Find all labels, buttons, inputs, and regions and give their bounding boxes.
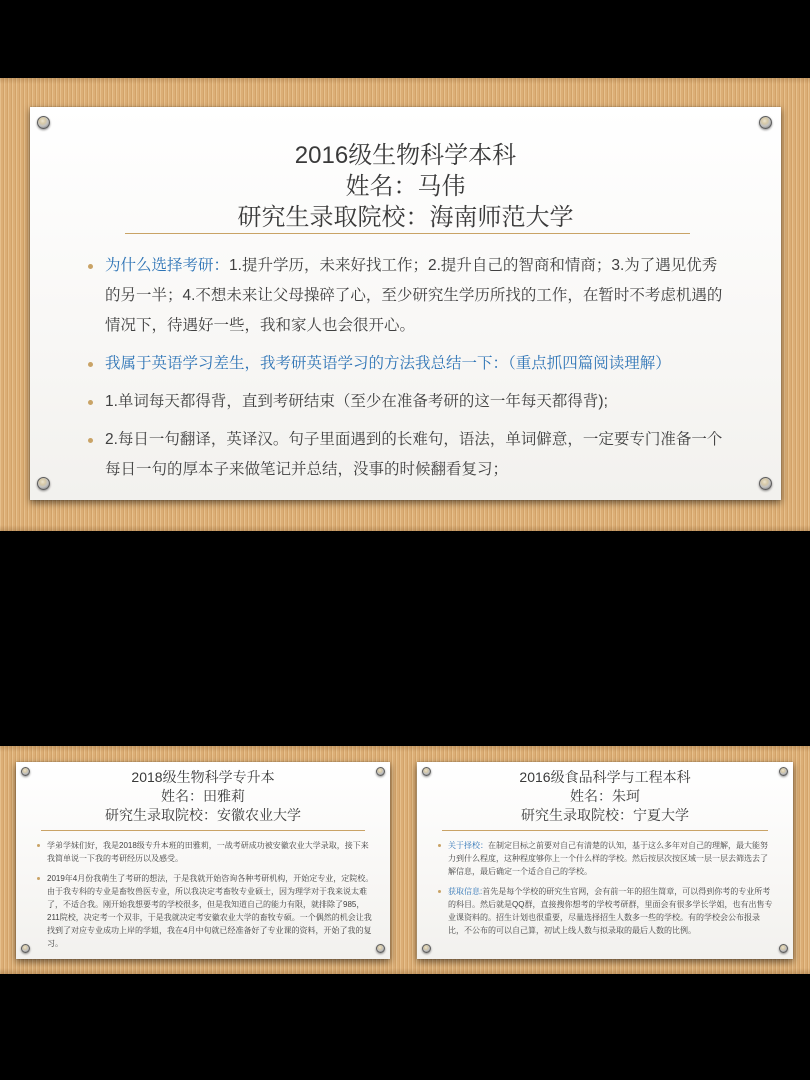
slide-title-line: 2016级生物科学本科 bbox=[294, 142, 517, 169]
push-pin-icon bbox=[376, 944, 385, 953]
slide-paper-mini-left bbox=[16, 762, 390, 959]
bullet-lead-text: 关于择校： bbox=[448, 841, 488, 850]
slide-title-line: 2018级生物科学专升本 bbox=[131, 769, 275, 785]
push-pin-icon bbox=[422, 944, 431, 953]
bullet-item bbox=[85, 387, 725, 417]
slide-title-line: 姓名：朱珂 bbox=[570, 788, 640, 804]
slide-title bbox=[30, 140, 781, 233]
cork-board-top bbox=[0, 78, 810, 531]
bullet-body-text: 首先是每个学校的研究生官网，会有前一年的招生简章，可以得到你考的专业所考的科目。然后就是QQ群，直接搜你想考的学校考研群，里面会有很多学长学姐，也有出售专业课资料的。招生计划也很重要，尽量选择招生人数多一些的学校。有的学校会公布报录比，不公布的可以自己算，初试上线人数与拟录取的最后人数的比例。 bbox=[448, 887, 773, 935]
bullet-item bbox=[34, 872, 374, 950]
bullet-icon bbox=[88, 400, 93, 405]
bullet-body-text: 学弟学妹们好，我是2018级专升本班的田雅莉，一战考研成功被安徽农业大学录取，接下来我简单说一下我的考研经历以及感受。 bbox=[47, 841, 369, 863]
title-divider bbox=[41, 830, 365, 831]
bullet-icon bbox=[37, 844, 40, 847]
bullet-list bbox=[34, 839, 374, 957]
bullet-icon bbox=[88, 362, 93, 367]
bullet-body-text: 在制定目标之前要对自己有清楚的认知，基于这么多年对自己的理解，最大能努力到什么程度，这种程度够你上一个什么样的学校。然后按层次按区域一层一层去筛选去了解信息，最后确定一个适合自己的学校。 bbox=[448, 841, 768, 876]
cork-board-bottom bbox=[0, 746, 810, 974]
bullet-item bbox=[435, 885, 775, 937]
bullet-item bbox=[85, 425, 725, 485]
push-pin-icon bbox=[37, 477, 50, 490]
bullet-body-text: 2019年4月份我萌生了考研的想法，于是我就开始咨询各种考研机构，开始定专业，定院校。由于我专科的专业是畜牧兽医专业，所以我决定考畜牧专业硕士，因为理学对于我来说太难了，不适合我。刚开始我想要考的学校很多，但是我知道自己的能力有限，就排除了985，211院校，决定考一个双非，于是我就决定考安徽农业大学的畜牧专硕。一个偶然的机会让我找到了对应专业成功上岸的学姐，我在4月中旬就已经准备好了专业课的资料，开始了我的复习。 bbox=[47, 874, 374, 948]
slide-paper-main bbox=[30, 107, 781, 500]
bullet-icon bbox=[88, 264, 93, 269]
bullet-item bbox=[85, 349, 725, 379]
bullet-item bbox=[85, 251, 725, 341]
bullet-body-text: 1.单词每天都得背，直到考研结束（至少在准备考研的这一年每天都得背); bbox=[105, 393, 608, 410]
slide-title-line: 研究生录取院校：安徽农业大学 bbox=[105, 807, 301, 823]
bullet-icon bbox=[88, 438, 93, 443]
bullet-body-text: 1.提升学历，未来好找工作；2.提升自己的智商和情商；3.为了遇见优秀的另一半；4.不想未来让父母操碎了心，至少研究生学历所找的工作，在暂时不考虑机遇的情况下，待遇好一些，我和家人也会很开心。 bbox=[105, 257, 723, 334]
push-pin-icon bbox=[779, 944, 788, 953]
slide-paper-mini-right bbox=[417, 762, 793, 959]
slide-title-line: 研究生录取院校：海南师范大学 bbox=[237, 204, 574, 231]
push-pin-icon bbox=[759, 116, 772, 129]
bullet-list bbox=[435, 839, 775, 944]
slide-title-line: 2016级食品科学与工程本科 bbox=[519, 769, 691, 785]
bullet-lead-text: 为什么选择考研： bbox=[105, 257, 230, 274]
bullet-body-text: 2.每日一句翻译，英译汉。句子里面遇到的长难句，语法，单词僻意，一定要专门准备一个每日一句的厚本子来做笔记并总结，没事的时候翻看复习； bbox=[105, 431, 723, 478]
slide-title bbox=[417, 768, 793, 825]
push-pin-icon bbox=[21, 944, 30, 953]
slide-title-line: 研究生录取院校：宁夏大学 bbox=[521, 807, 689, 823]
bullet-list bbox=[85, 251, 725, 493]
bullet-item bbox=[34, 839, 374, 865]
bullet-icon bbox=[438, 844, 441, 847]
bullet-icon bbox=[438, 890, 441, 893]
push-pin-icon bbox=[759, 477, 772, 490]
bullet-lead-text: 我属于英语学习差生，我考研英语学习的方法我总结一下：（重点抓四篇阅读理解） bbox=[105, 355, 671, 372]
bullet-lead-text: 获取信息: bbox=[448, 887, 483, 896]
slide-title-line: 姓名：马伟 bbox=[345, 173, 466, 200]
bullet-item bbox=[435, 839, 775, 878]
title-divider bbox=[125, 233, 690, 234]
bullet-icon bbox=[37, 877, 40, 880]
slide-title-line: 姓名：田雅莉 bbox=[161, 788, 245, 804]
push-pin-icon bbox=[37, 116, 50, 129]
slide-title bbox=[16, 768, 390, 825]
title-divider bbox=[442, 830, 768, 831]
